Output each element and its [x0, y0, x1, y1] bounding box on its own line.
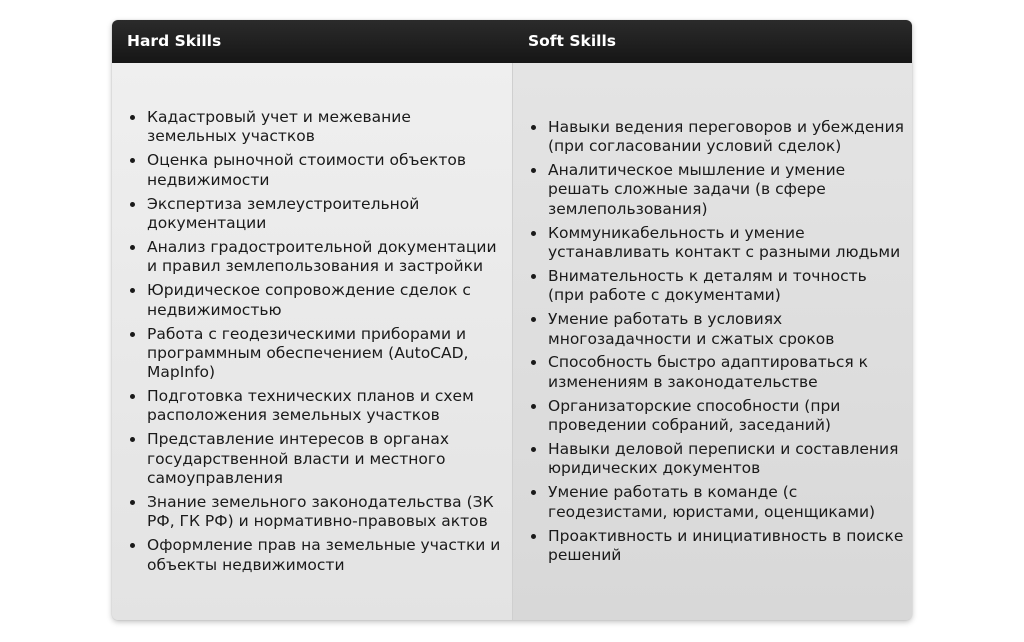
bullet-icon	[531, 231, 536, 236]
bullet-icon	[130, 437, 135, 442]
bullet-icon	[531, 317, 536, 322]
hard-skills-column	[112, 63, 513, 620]
bullet-icon	[130, 543, 135, 548]
bullet-icon	[531, 534, 536, 539]
soft-skill-item	[531, 161, 904, 219]
soft-skill-text: Способность быстро адаптироваться к изменениям в законодательстве	[548, 353, 869, 391]
hard-skill-item	[130, 430, 504, 488]
hard-skill-item	[130, 387, 504, 426]
bullet-icon	[130, 332, 135, 337]
bullet-icon	[531, 404, 536, 409]
table-body	[112, 63, 912, 620]
skills-table	[112, 20, 912, 620]
bullet-icon	[130, 288, 135, 293]
hard-skill-text: Юридическое сопровождение сделок с недвижимостью	[147, 281, 471, 319]
hard-skill-item	[130, 238, 504, 277]
bullet-icon	[130, 394, 135, 399]
hard-skill-text: Представление интересов в органах государственной власти и местного самоуправления	[147, 430, 450, 487]
soft-skill-item	[531, 440, 904, 479]
soft-skill-text: Коммуникабельность и умение устанавливать контакт с разными людьми	[548, 223, 901, 261]
soft-skills-column	[513, 63, 912, 620]
hard-skill-text: Кадастровый учет и межевание земельных участков	[147, 108, 411, 146]
hard-skill-text: Оценка рыночной стоимости объектов недвижимости	[147, 151, 467, 189]
soft-skill-text: Умение работать в условиях многозадачности и сжатых сроков	[548, 310, 835, 348]
soft-skill-item	[531, 483, 904, 522]
soft-skill-item	[531, 118, 904, 157]
bullet-icon	[531, 490, 536, 495]
bullet-icon	[531, 125, 536, 130]
hard-skill-text: Оформление прав на земельные участки и объекты недвижимости	[147, 536, 501, 574]
soft-skills-header: Soft Skills	[528, 32, 616, 50]
soft-skill-text: Аналитическое мышление и умение решать сложные задачи (в сфере землепользования)	[548, 161, 846, 218]
soft-skill-text: Внимательность к деталям и точность (при работе с документами)	[548, 266, 867, 305]
hard-skill-item	[130, 493, 504, 532]
hard-skills-list	[112, 108, 512, 575]
hard-skill-text: Знание земельного законодательства (ЗК РФ, ГК РФ) и нормативно-правовых актов	[147, 492, 494, 531]
soft-skill-item	[531, 310, 904, 349]
soft-skills-list	[513, 118, 912, 565]
soft-skill-text: Навыки деловой переписки и составления юридических документов	[548, 440, 899, 478]
hard-skill-item	[130, 108, 504, 147]
bullet-icon	[531, 274, 536, 279]
hard-skill-item	[130, 195, 504, 234]
hard-skill-text: Анализ градостроительной документации и правил землепользования и застройки	[147, 237, 497, 276]
soft-skill-text: Умение работать в команде (с геодезистами, юристами, оценщиками)	[548, 483, 876, 521]
bullet-icon	[531, 168, 536, 173]
soft-skill-item	[531, 397, 904, 436]
soft-skill-item	[531, 267, 904, 306]
bullet-icon	[130, 115, 135, 120]
bullet-icon	[130, 202, 135, 207]
soft-skill-item	[531, 224, 904, 263]
hard-skills-header: Hard Skills	[127, 32, 222, 50]
bullet-icon	[531, 447, 536, 452]
bullet-icon	[130, 158, 135, 163]
hard-skill-text: Экспертиза землеустроительной документации	[147, 194, 420, 232]
hard-skill-item	[130, 536, 504, 575]
bullet-icon	[130, 245, 135, 250]
hard-skill-text: Работа с геодезическими приборами и программным обеспечением (AutoCAD, MapInfo)	[147, 324, 469, 382]
table-header	[112, 20, 912, 63]
soft-skill-text: Проактивность и инициативность в поиске решений	[548, 526, 904, 564]
soft-skill-text: Организаторские способности (при проведении собраний, заседаний)	[548, 396, 841, 435]
hard-skill-text: Подготовка технических планов и схем расположения земельных участков	[147, 387, 474, 425]
soft-skill-text: Навыки ведения переговоров и убеждения (при согласовании условий сделок)	[548, 117, 904, 156]
hard-skill-item	[130, 281, 504, 320]
soft-skill-item	[531, 353, 904, 392]
soft-skill-item	[531, 527, 904, 566]
bullet-icon	[531, 360, 536, 365]
bullet-icon	[130, 500, 135, 505]
hard-skill-item	[130, 325, 504, 383]
hard-skill-item	[130, 151, 504, 190]
